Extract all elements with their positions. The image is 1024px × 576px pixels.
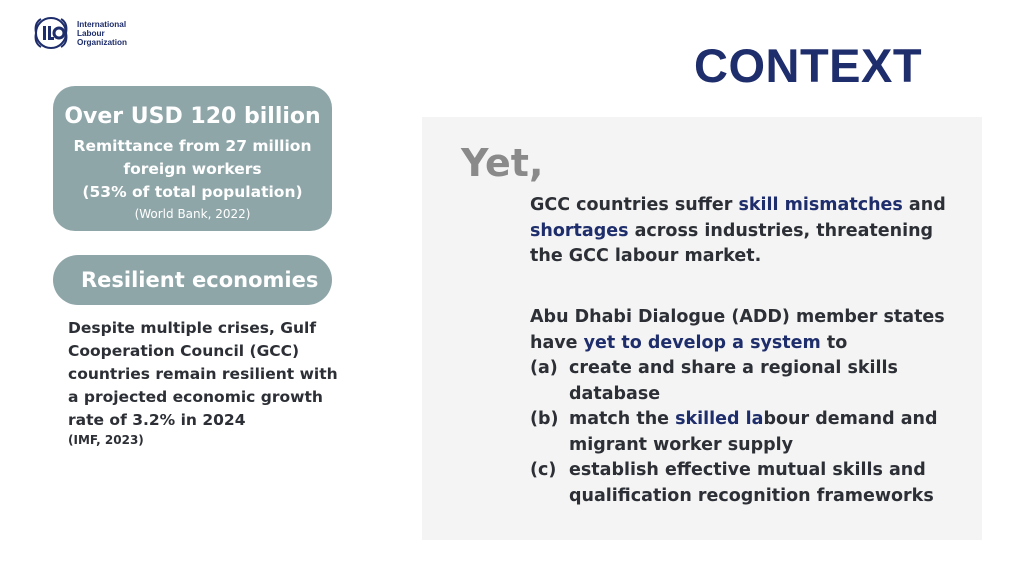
p1-text: countries (576, 195, 669, 215)
resilient-economies-heading: Resilient economies (53, 255, 332, 305)
list-marker: (b) (530, 409, 559, 429)
list-item-text: create and share a regional skills database (569, 358, 898, 404)
remittance-desc-line-3: (53% of total population) (82, 183, 303, 201)
page-title: CONTEXT (694, 39, 923, 92)
ilo-emblem-icon (31, 15, 71, 51)
list-highlight: skilled la (675, 409, 764, 429)
list-marker: (c) (530, 460, 557, 480)
skill-mismatch-paragraph (530, 193, 970, 270)
p1-text: u (657, 246, 670, 266)
p2-text: to (820, 332, 848, 353)
p1-highlight: skill mismatches (738, 195, 903, 215)
p1-text: and (902, 195, 946, 215)
economies-text: Despite multiple crises, Gulf Cooperation Council (GCC) countries remain resilient with a projected economic growth rate of 3.2% in 2024 (68, 319, 338, 429)
remittance-desc-line-2: foreign workers (123, 160, 262, 178)
remittance-headline: Over USD 120 billion (64, 104, 321, 129)
remittance-card (53, 86, 332, 231)
remittance-description (53, 135, 332, 204)
p2-text: Abu Dhabi Dialogue (ADD) member states have (530, 307, 945, 353)
economies-description (68, 317, 348, 448)
list-item (530, 356, 970, 407)
p1-highlight: shortages (530, 220, 629, 241)
yet-heading: Yet, (461, 141, 544, 185)
action-list (530, 356, 970, 509)
remittance-source: (World Bank, 2022) (134, 207, 251, 221)
p1-text: across industries, threatening the GCC labo (530, 220, 934, 266)
logo-line-3: Organization (77, 37, 128, 47)
ilo-logo (31, 15, 127, 51)
list-item-text: establish effective mutual skills and qualification recognition frameworks (569, 460, 934, 506)
add-paragraph (530, 305, 970, 509)
list-item (530, 458, 970, 509)
add-intro (530, 305, 970, 356)
economies-source: (IMF, 2023) (68, 433, 144, 447)
remittance-desc-line-1: Remittance from 27 million (73, 137, 312, 155)
p2-highlight: yet to develop a system (583, 332, 821, 353)
p1-text: GCC (530, 195, 577, 215)
p1-text: r market. (669, 246, 762, 266)
logo-line-1: International (77, 19, 127, 29)
logo-line-2: Labour (77, 28, 105, 38)
list-item-text: match the skilled labour demand and migrant worker supply (569, 409, 938, 455)
list-item (530, 407, 970, 458)
p1-text: suffer (668, 195, 739, 215)
list-marker: (a) (530, 358, 558, 378)
